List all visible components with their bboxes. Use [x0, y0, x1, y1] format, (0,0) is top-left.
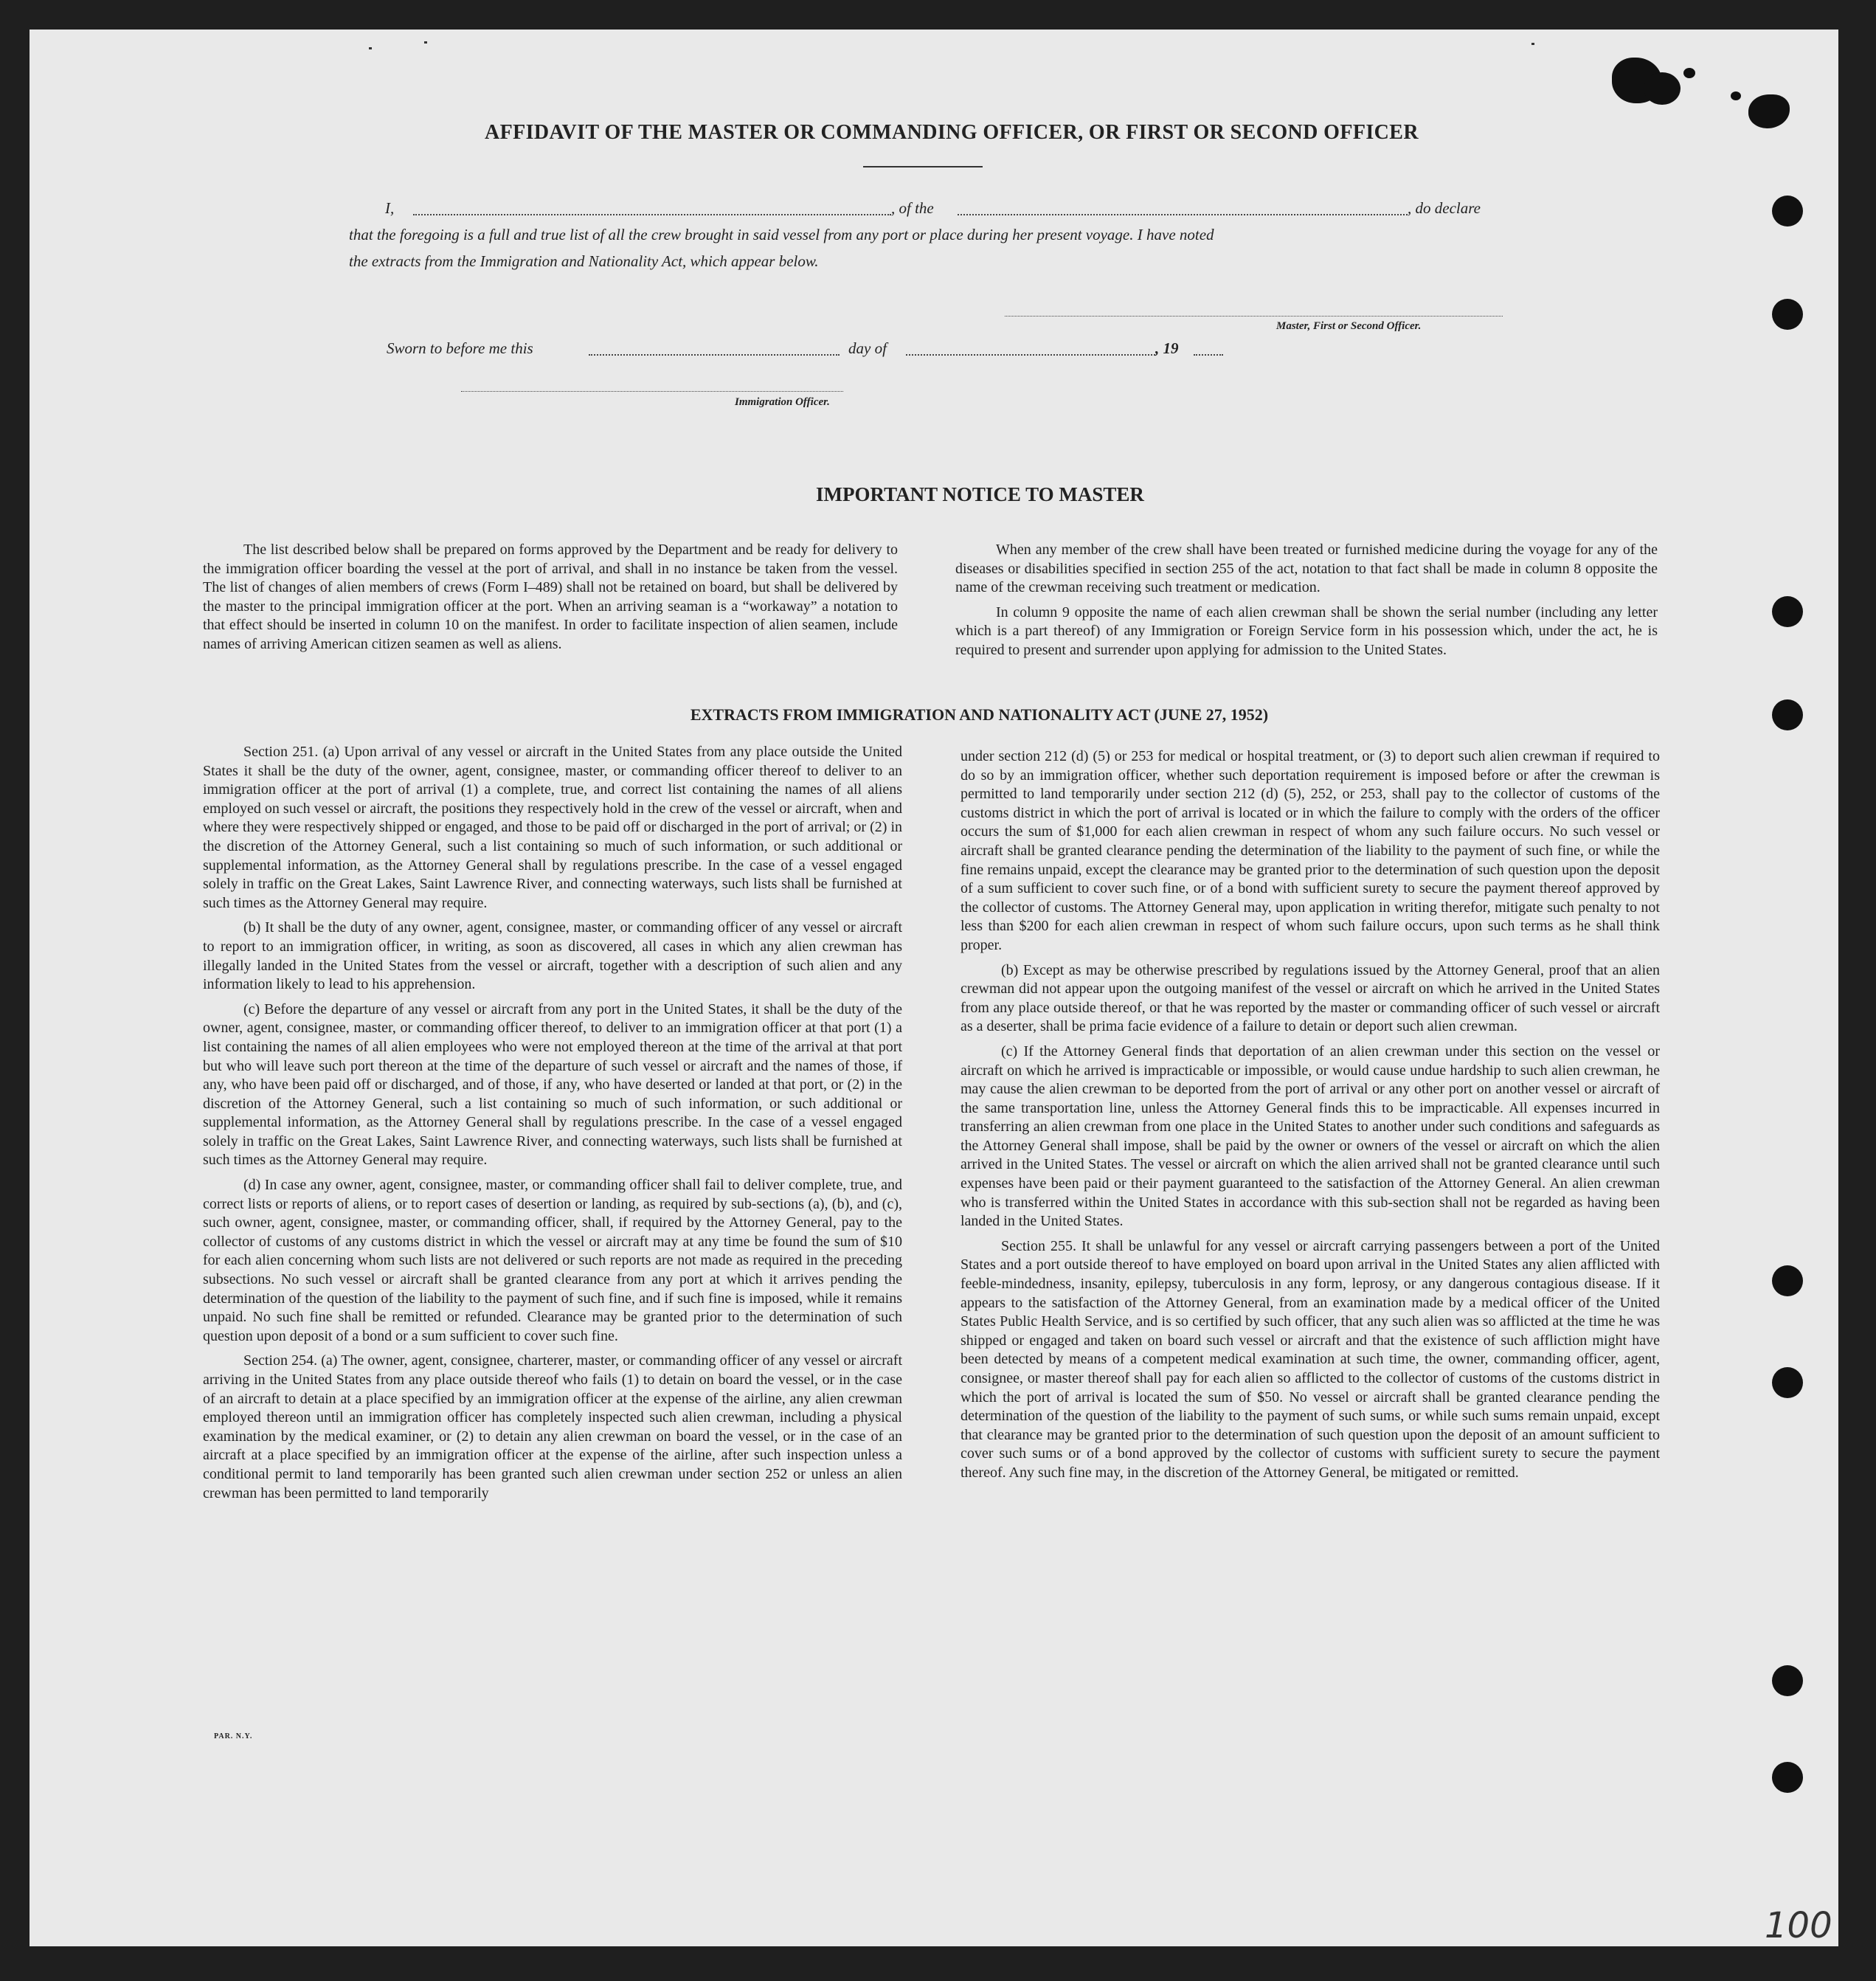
affidavit-of-the-label: , of the — [891, 199, 934, 217]
notice-right-paragraph-1: When any member of the crew shall have been treated or furnished medicine during the voyage for any of the diseases or disabilities specified in section 255 of the act, notation to that fact shall be made in column 8 opposite the name of the crewman receiving such treatment or medication. — [955, 542, 1658, 596]
section-251a: Section 251. (a) Upon arrival of any vessel or aircraft in the United States from any place outside the United States it shall be the duty of the owner, agent, consignee, master, or commanding officer thereof to deliver to an immigration officer at the port of arrival (1) a complete, true, and correct list containing the names of all aliens employed on such vessel or aircraft, the positions they respectively hold in the crew of the vessel or aircraft, when and where they were respectively shipped or engaged, and those to be paid off or discharged in the port of arrival; or (2) in the discretion of the Attorney General, such a list containing so much of such information, or such additional or supplemental information, as the Attorney General shall by regulations prescribe. In the case of a vessel engaged solely in traffic on the Great Lakes, Saint Lawrence River, and connecting waterways, such lists shall be furnished at such times as the Attorney General may require. — [203, 744, 902, 911]
punch-hole — [1772, 196, 1803, 227]
notice-right-paragraph-2: In column 9 opposite the name of each alien crewman shall be shown the serial number (including any letter which is a part thereof) of any Immigration or Foreign Service form in his possession which, under the act, he is required to present and surrender upon applying for admission to the United States. — [955, 604, 1658, 658]
master-signature-line[interactable] — [1005, 316, 1503, 317]
officer-caption: Immigration Officer. — [735, 396, 830, 408]
ink-blot — [1683, 68, 1695, 78]
affidavit-title: AFFIDAVIT OF THE MASTER OR COMMANDING OFFICER, OR FIRST OR SECOND OFFICER — [485, 121, 1419, 144]
printer-mark: PAR. N.Y. — [214, 1732, 253, 1740]
section-251b: (b) It shall be the duty of any owner, agent, consignee, master, or commanding officer of any vessel or aircraft to report to an immigration officer, in writing, as soon as discovered, all cases in which any alien crewman has illegally landed in the United States from the vessel or aircraft, together with a description of such alien and any information likely to lead to his apprehension. — [203, 919, 902, 993]
ink-blot — [1644, 72, 1681, 105]
punch-hole — [1772, 1762, 1803, 1793]
notice-left-column — [203, 541, 898, 660]
section-254c: (c) If the Attorney General finds that deportation of an alien crewman under this section on the vessel or aircraft on which he arrived is impracticable or impossible, or would cause undue hardship to such alien crewman, he may cause the alien crewman to be deported from the port of arrival or any other port on another vessel or aircraft of the same transportation line, unless the Attorney General finds this to be impracticable. All expenses incurred in transferring an alien crewman from one place in the United States to another under such conditions and safeguards as the Attorney General shall impose, shall be paid by the owner or owners of the vessel or aircraft on which the alien arrived in the United States. The vessel or aircraft on which the alien arrived shall not be granted clearance until such expenses have been paid or their payment guaranteed to the satisfaction of the Attorney General. An alien crewman who is transferred within the United States in accordance with this sub-section shall not be regarded as having been landed in the United States. — [961, 1043, 1660, 1230]
vessel-blank-line[interactable] — [958, 214, 1408, 215]
page-number: 100 — [1765, 1905, 1832, 1946]
sworn-label: Sworn to before me this — [387, 339, 533, 357]
section-254a-continued: under section 212 (d) (5) or 253 for medical or hospital treatment, or (3) to deport such alien crewman if required to do so by an immigration officer, whether such deportation requirement is imposed before or after the crewman is permitted to land temporarily under section 212 (d) (5), 252, or 253, shall pay to the collector of customs of the customs district in which the port of arrival is located or in which the failure to comply with the orders of the officer occurs the sum of $1,000 for each alien crewman in respect of whom any such failure occurs. No such vessel or aircraft shall be granted clearance pending the determination of the liability to the payment of such fine, or while the fine remains unpaid, except the clearance may be granted prior to the determination of such question upon the deposit of a sum sufficient to cover such fine, or of a bond with sufficient surety to secure the payment thereof approved by the collector of customs. The Attorney General may, upon application in writing therefor, mitigate such penalty to not less than $200 for each alien crewman in respect of whom such failure occurs, upon such terms as he shall think proper. — [961, 748, 1660, 953]
section-254a: Section 254. (a) The owner, agent, consignee, charterer, master, or commanding officer of any vessel or aircraft arriving in the United States from any place outside thereof who fails (1) to detain on board the vessel, or in the case of an aircraft to detain at a place specified by an immigration officer at the expense of the airline, any alien crewman employed thereon until an immigration officer has completely inspected such alien crewman, including a physical examination by the medical examiner, or (2) to detain any alien crewman on board the vessel, or in the case of an aircraft at a place specified by an immigration officer at the expense of the airline, after such inspection unless a conditional permit to land temporarily has been granted such alien crewman under section 252 or unless an alien crewman has been permitted to land temporarily — [203, 1352, 902, 1501]
day-of-label: day of — [848, 339, 887, 357]
year-label: , 19 — [1155, 339, 1179, 357]
section-251d: (d) In case any owner, agent, consignee, master, or commanding officer shall fail to deliver complete, true, and correct lists or reports of aliens, or to report cases of desertion or landing, as required by sub-sections (a), (b), and (c), such owner, agent, consignee, master, or commanding officer, shall, if required by the Attorney General, pay to the collector of customs of any customs district in which the vessel or aircraft may at any time be found the sum of $10 for each alien concerning whom such lists are not delivered or such reports are not made as required in the preceding subsections. No such vessel or aircraft shall be granted clearance from any port at which it arrives pending the determination of the question of the liability to the payment of such fine, and if such fine is imposed, while it remains unpaid. No such fine shall be remitted or refunded. Clearance may be granted prior to the determination of such question upon deposit of a bond or a sum sufficient to cover such fine. — [203, 1177, 902, 1344]
sworn-month-blank-line[interactable] — [906, 354, 1155, 356]
section-254b: (b) Except as may be otherwise prescribed by regulations issued by the Attorney General, proof that an alien crewman did not appear upon the outgoing manifest of the vessel or aircraft on which he arrived in the United States from any place outside thereof, or that he was reported by the master or commanding officer of such vessel or aircraft as a deserter, shall be prima facie evidence of a failure to detain or deport such alien crewman. — [961, 961, 1660, 1035]
ink-blot — [1731, 91, 1741, 100]
affidavit-statement-line2: the extracts from the Immigration and Nationality Act, which appear below. — [349, 252, 819, 270]
affidavit-i-label: I, — [385, 199, 395, 217]
master-caption: Master, First or Second Officer. — [1276, 320, 1422, 332]
punch-hole — [1772, 299, 1803, 330]
punch-hole — [1772, 1265, 1803, 1296]
affidavit-declare-label: , do declare — [1408, 199, 1481, 217]
extracts-right-column — [961, 747, 1660, 1489]
speck — [1531, 43, 1534, 45]
sworn-year-blank-line[interactable] — [1194, 354, 1223, 356]
affidavit-statement-line1: that the foregoing is a full and true list of all the crew brought in said vessel from any port or place during her present voyage. I have noted — [349, 226, 1214, 243]
punch-hole — [1772, 1665, 1803, 1696]
notice-title: IMPORTANT NOTICE TO MASTER — [816, 483, 1144, 505]
speck — [424, 41, 427, 44]
section-251c: (c) Before the departure of any vessel or aircraft from any port in the United States, it shall be the duty of the owner, agent, consignee, master, or commanding officer thereof, to deliver to an immigration officer at that port (1) a list containing the names of all alien employees who were not employed thereon at the time of the arrival at that port but who will leave such port thereon at the time of the departure of such vessel or aircraft and the names of those, if any, who have been paid off or discharged, and of those, if any, who have deserted or landed at that port, or (2) in the discretion of the Attorney General, such a list containing so much of such information, or such additional or supplemental information, as the Attorney General shall by regulations prescribe. In the case of a vessel engaged solely in traffic on the Great Lakes, Saint Lawrence River, and connecting waterways, such lists shall be furnished at such times as the Attorney General may require. — [203, 1000, 902, 1169]
notice-right-column — [955, 541, 1658, 666]
extracts-left-column — [203, 743, 902, 1509]
sworn-day-blank-line[interactable] — [589, 354, 840, 356]
punch-hole — [1772, 699, 1803, 730]
notice-left-paragraph: The list described below shall be prepared on forms approved by the Department and be ready for delivery to the immigration officer boarding the vessel at the port of arrival, and shall in no instance be taken from the vessel. The list of changes of alien members of crews (Form I–489) shall not be retained on board, but shall be delivered by the master to the principal immigration officer at the port. When an arriving seaman is a “workaway” a notation to that effect should be inserted in column 10 on the manifest. In order to facilitate inspection of alien seamen, include names of arriving American citizen seamen as well as aliens. — [203, 542, 898, 652]
name-blank-line[interactable] — [413, 214, 891, 215]
section-255: Section 255. It shall be unlawful for any vessel or aircraft carrying passengers between a port of the United States and a port outside thereof to have employed on board upon arrival in the United States any alien afflicted with feeble-mindedness, insanity, epilepsy, tuberculosis in any form, leprosy, or any dangerous contagious disease. If it appears to the satisfaction of the Attorney General, from an examination made by a medical officer of the United States Public Health Service, and is so certified by such officer, that any such alien was so afflicted at the time he was shipped or engaged and taken on board such vessel or aircraft and that the existence of such affliction might have been detected by means of a competent medical examination at such time, the owner, commanding officer, agent, consignee, or master thereof shall pay for each alien so afflicted to the collector of customs of the customs district in which the port of arrival is located the sum of $50. No vessel or aircraft shall be granted clearance pending the determination of the question of the liability to the payment of such sums, or while such sums remain unpaid, except that clearance may be granted prior to the determination of such question upon the deposit of an amount sufficient to cover such sums or of a bond approved by the collector of customs with sufficient surety to secure the payment thereof. Any such fine may, in the discretion of the Attorney General, be mitigated or remitted. — [961, 1237, 1660, 1481]
officer-signature-line[interactable] — [461, 391, 843, 392]
extracts-title: EXTRACTS FROM IMMIGRATION AND NATIONALITY ACT (JUNE 27, 1952) — [690, 705, 1269, 724]
punch-hole — [1772, 1367, 1803, 1398]
punch-hole — [1772, 596, 1803, 627]
title-underline — [863, 166, 983, 167]
speck — [369, 47, 372, 49]
